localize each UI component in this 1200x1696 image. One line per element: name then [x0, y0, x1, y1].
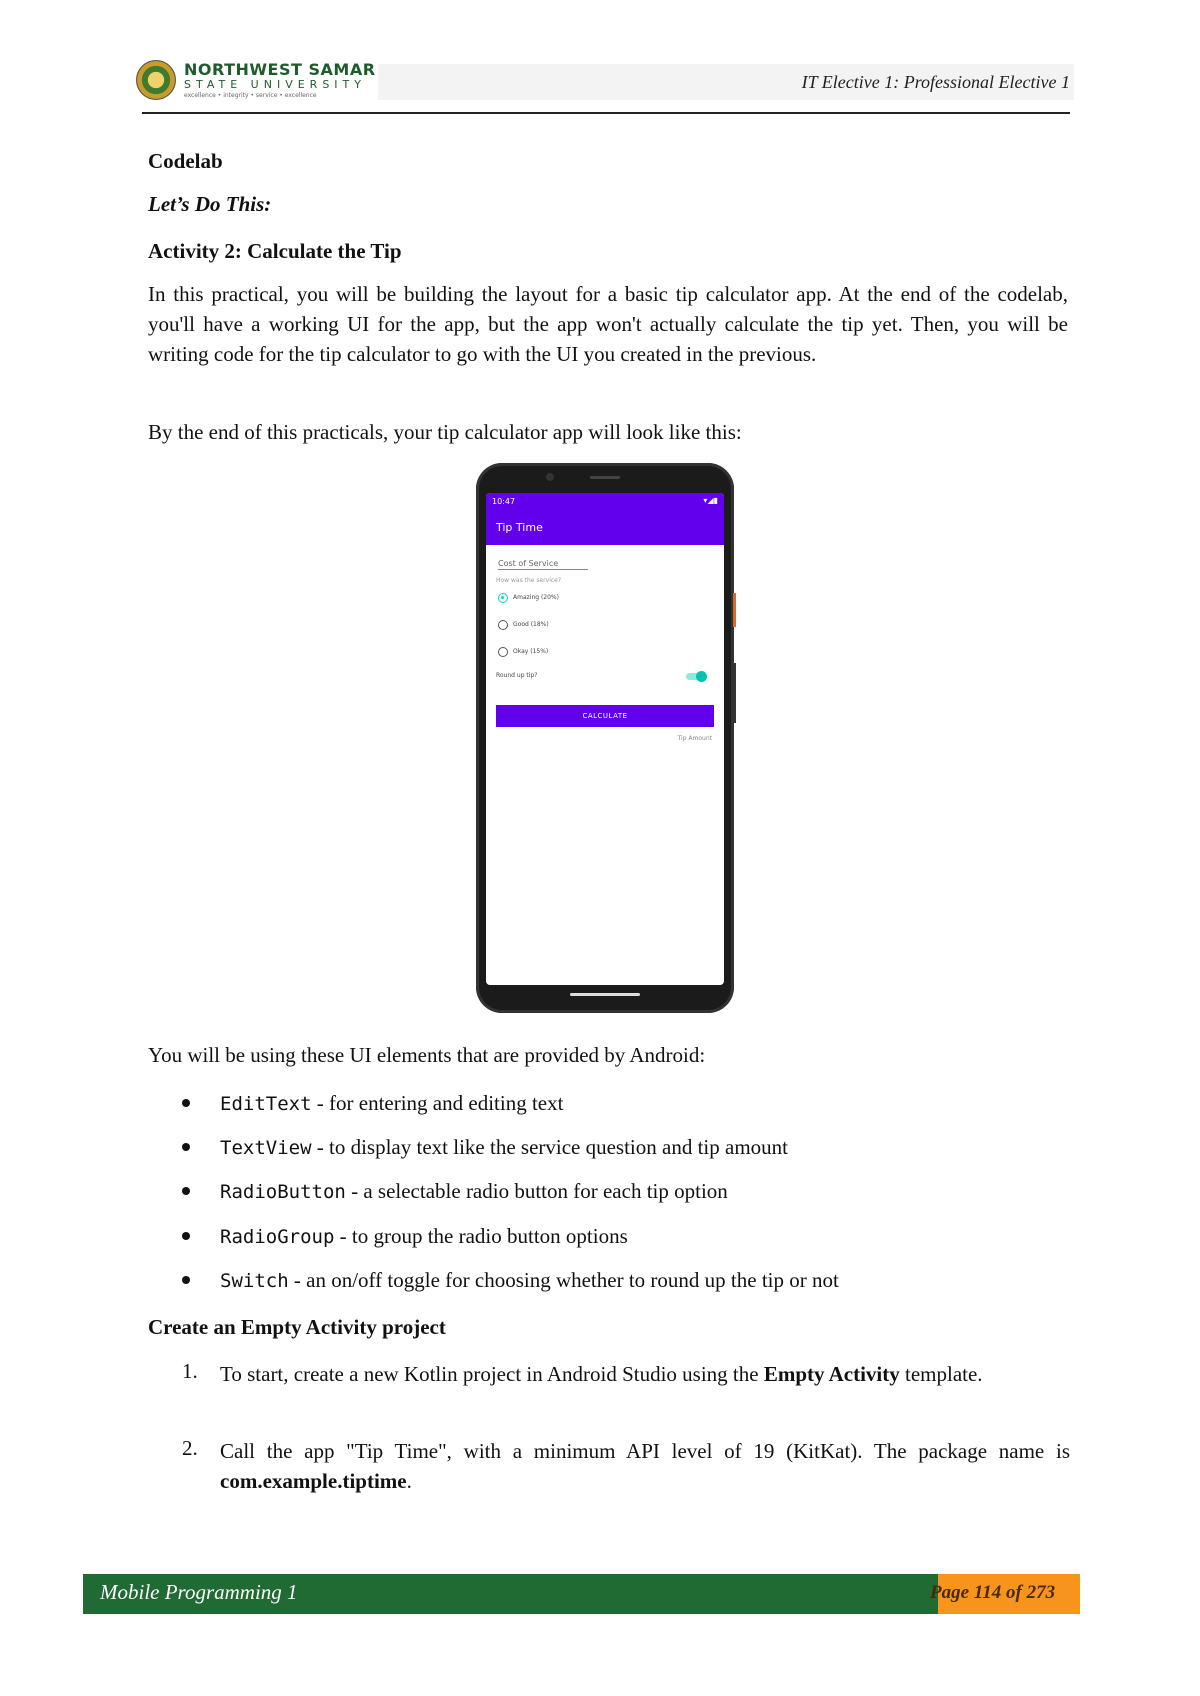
bullet-icon: [182, 1187, 190, 1195]
list-item: Switch - an on/off toggle for choosing whether to round up the tip or not: [220, 1268, 839, 1292]
step-number: 2.: [182, 1436, 198, 1460]
activity-title: Activity 2: Calculate the Tip: [148, 239, 402, 263]
bullet-icon: [182, 1276, 190, 1284]
bullet-icon: [182, 1232, 190, 1240]
university-name: NORTHWEST SAMAR: [184, 60, 376, 79]
course-header: IT Elective 1: Professional Elective 1: [801, 72, 1070, 92]
list-item: EditText - for entering and editing text: [220, 1091, 564, 1115]
lets-do-heading: Let’s Do This:: [148, 192, 272, 216]
step-text: Call the app "Tip Time", with a minimum API level of 19 (KitKat). The package name is com.example.tiptime.: [220, 1439, 1070, 1493]
radio-amazing-label: Amazing (20%): [513, 594, 559, 601]
list-item: RadioGroup - to group the radio button options: [220, 1224, 628, 1248]
radio-good-label: Good (18%): [513, 621, 549, 628]
footer-course: Mobile Programming 1: [100, 1580, 298, 1604]
create-project-heading: Create an Empty Activity project: [148, 1315, 446, 1339]
radio-amazing[interactable]: [498, 593, 508, 603]
app-title: Tip Time: [496, 521, 543, 534]
university-logo: [136, 58, 376, 108]
camera-icon: [546, 473, 554, 481]
bullet-icon: [182, 1143, 190, 1151]
phone-mockup: [476, 463, 734, 1013]
phone-screen: [486, 493, 724, 985]
intro-paragraph: In this practical, you will be building the layout for a basic tip calculator app. At the end of the codelab, you'll have a working UI for the app, but the app won't actually calculate the tip yet. Then, you will be writing code for the tip calculator to go with the UI you created in the previous.: [148, 282, 1068, 366]
university-tagline: excellence • integrity • service • excellence: [184, 92, 317, 99]
speaker-grille: [590, 476, 620, 479]
home-indicator: [570, 993, 640, 996]
round-up-switch-thumb[interactable]: [696, 671, 707, 682]
step-number: 1.: [182, 1359, 198, 1383]
step-text: To start, create a new Kotlin project in Android Studio using the Empty Activity template.: [220, 1362, 983, 1386]
status-bar: [486, 493, 724, 511]
header-divider: [142, 112, 1070, 114]
round-up-label: Round up tip?: [496, 672, 538, 679]
look-like-text: By the end of this practicals, your tip calculator app will look like this:: [148, 420, 742, 444]
radio-okay[interactable]: [498, 647, 508, 657]
tip-amount-text: Tip Amount: [677, 735, 712, 742]
service-question: How was the service?: [496, 577, 562, 584]
status-time: 10:47: [492, 497, 516, 506]
radio-okay-label: Okay (15%): [513, 648, 549, 655]
signal-battery-icon: ▾◢▮: [703, 496, 718, 505]
list-item: RadioButton - a selectable radio button for each tip option: [220, 1179, 728, 1203]
university-seal-icon: [136, 60, 176, 100]
page-number: Page 114 of 273: [930, 1582, 1056, 1603]
app-bar: [486, 511, 724, 545]
calculate-button[interactable]: CALCULATE: [496, 705, 714, 727]
university-subtitle: STATE UNIVERSITY: [184, 78, 366, 91]
power-button: [733, 593, 736, 627]
bullet-icon: [182, 1099, 190, 1107]
list-item: TextView - to display text like the service question and tip amount: [220, 1135, 788, 1159]
ui-elements-intro: You will be using these UI elements that are provided by Android:: [148, 1043, 706, 1067]
volume-button: [733, 663, 736, 723]
radio-good[interactable]: [498, 620, 508, 630]
section-title: Codelab: [148, 149, 223, 173]
cost-of-service-input[interactable]: Cost of Service: [498, 559, 588, 570]
